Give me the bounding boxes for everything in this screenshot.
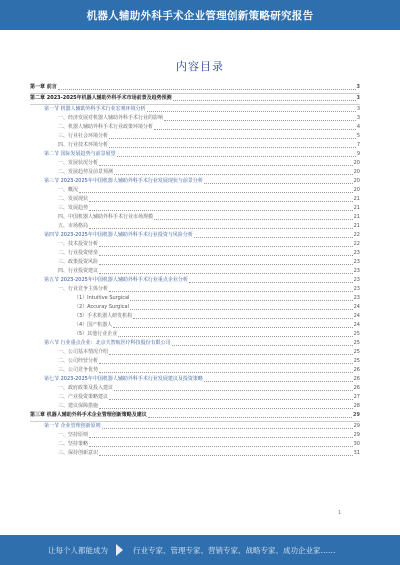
toc-entry-label: 第六节 行业重点企业：北京天智航医疗科技股份有限公司 [44, 340, 171, 346]
toc-entry-label: 第二章 2023-2025年机器人辅助外科手术市场前景及趋势预测 [30, 95, 172, 101]
toc-entry-page: 25 [353, 358, 360, 364]
toc-entry-label: 三、发展趋势 [58, 205, 89, 211]
toc-entry-label: 第二节 国际发展趋势与前景展望 [44, 151, 116, 157]
toc-leader-dots [79, 192, 353, 193]
toc-entry-page: 31 [353, 450, 360, 456]
toc-entry-label: 一、公司基本情况介绍 [58, 349, 109, 355]
toc-entry-page: 25 [353, 340, 360, 346]
toc-entry-label: 四、中国机器人辅助外科手术行业市场规模 [58, 214, 154, 220]
toc-leader-dots [204, 381, 353, 382]
toc-entry[interactable] [30, 276, 360, 285]
toc-entry-page: 3 [356, 95, 360, 101]
toc-leader-dots [89, 228, 353, 229]
toc-entry-label: 第五节 2023-2025年中国机器人辅助外科手术行业重点企业分析 [44, 277, 188, 283]
toc-entry-page: 22 [353, 232, 360, 238]
toc-leader-dots [173, 100, 356, 101]
toc-leader-dots [147, 111, 356, 112]
toc-leader-dots [133, 318, 352, 319]
toc-leader-dots [194, 237, 353, 238]
toc-entry-page: 21 [353, 214, 360, 220]
toc-entry[interactable] [30, 339, 360, 348]
toc-leader-dots [99, 264, 353, 265]
toc-entry-label: 二、机器人辅助外科手术行业政策环境分析 [58, 124, 154, 130]
toc-leader-dots [109, 138, 356, 139]
toc-entry-page: 20 [353, 169, 360, 175]
toc-entry[interactable] [30, 393, 360, 402]
report-title: 机器人辅助外科手术企业管理创新策略研究报告 [86, 9, 314, 22]
toc-entry-label: 四、行业投资建议 [58, 268, 99, 274]
toc-entry[interactable] [30, 186, 360, 195]
toc-entry-page: 23 [353, 286, 360, 292]
toc-entry-label: 一、坚持原则 [58, 432, 89, 438]
toc-entry-label: 三、公司竞争优势 [58, 367, 99, 373]
toc-leader-dots [99, 165, 353, 166]
toc-entry-page: 3 [356, 106, 360, 112]
toc-entry[interactable] [30, 303, 360, 312]
toc-entry-label: 二、产业投资策略建议 [58, 394, 109, 400]
footer-banner [0, 535, 400, 565]
toc-entry[interactable] [30, 249, 360, 258]
toc-entry[interactable] [30, 312, 360, 321]
toc-entry-page: 20 [353, 178, 360, 184]
toc-entry-page: 23 [353, 268, 360, 274]
toc-leader-dots [189, 282, 353, 283]
toc-leader-dots [89, 201, 353, 202]
toc-entry[interactable] [30, 357, 360, 366]
toc-entry-label: 第一节 机器人辅助外科手术行业宏观环境分析 [44, 106, 146, 112]
toc-entry-label: 第一节 企业管理创新原则 [44, 423, 101, 429]
toc-entry-page: 7 [356, 142, 360, 148]
toc-entry[interactable] [30, 384, 360, 393]
toc-entry-label: 三、建议保障措施 [58, 403, 99, 409]
toc-entry[interactable] [30, 449, 360, 458]
toc-heading: 内容目录 [176, 60, 224, 73]
toc-entry-label: （1）Intuitive Surgical [74, 295, 130, 301]
toc-entry-page: 23 [353, 259, 360, 265]
toc-entry[interactable] [30, 431, 360, 440]
toc-leader-dots [99, 255, 353, 256]
toc-leader-dots [114, 174, 353, 175]
toc-entry-page: 3 [356, 84, 360, 90]
toc-entry-page: 23 [353, 250, 360, 256]
toc-entry[interactable] [30, 141, 360, 150]
toc-entry-page: 23 [353, 295, 360, 301]
toc-leader-dots [154, 219, 353, 220]
toc-entry[interactable] [30, 222, 360, 231]
toc-entry[interactable] [30, 411, 360, 420]
toc-entry-page: 28 [353, 403, 360, 409]
toc-leader-dots [117, 156, 356, 157]
toc-leader-dots [204, 183, 353, 184]
toc-leader-dots [89, 210, 353, 211]
toc-entry-label: 一、政府政策及投入建议 [58, 385, 114, 391]
toc-entry-label: 第三节 2023-2025年中国机器人辅助外科手术行业发展现状与前景分析 [44, 178, 203, 184]
arrow-right-icon [116, 544, 123, 556]
table-of-contents [30, 83, 360, 473]
toc-leader-dots [109, 399, 353, 400]
toc-entry-page: 29 [353, 412, 360, 418]
toc-entry-label: 一、经济发展对机器人辅助外科手术行业的影响 [58, 115, 164, 121]
toc-entry-label: 一、行业竞争主体分析 [58, 286, 109, 292]
toc-entry[interactable] [30, 195, 360, 204]
toc-leader-dots [118, 336, 352, 337]
toc-leader-dots [130, 309, 353, 310]
toc-entry-page: 9 [356, 151, 360, 157]
toc-entry-page: 21 [353, 223, 360, 229]
toc-entry-page: 21 [353, 205, 360, 211]
toc-leader-dots [99, 246, 353, 247]
toc-entry[interactable] [30, 258, 360, 267]
toc-leader-dots [89, 437, 353, 438]
toc-entry[interactable] [30, 375, 360, 384]
toc-entry[interactable] [30, 168, 360, 177]
toc-entry-page: 5 [356, 133, 360, 139]
footer-slogan-right: 行业专家、管理专家、营销专家、战略专家、成功企业家…… [133, 545, 336, 555]
toc-entry-page: 20 [353, 187, 360, 193]
toc-leader-dots [109, 147, 356, 148]
toc-entry-page: 24 [353, 313, 360, 319]
toc-entry-label: 二、坚持策略 [58, 441, 89, 447]
toc-entry-label: 一、发展状况分析 [58, 160, 99, 166]
toc-entry-label: 一、技术投资分析 [58, 241, 99, 247]
toc-leader-dots [99, 372, 353, 373]
toc-entry[interactable] [30, 132, 360, 141]
toc-entry-page: 21 [353, 196, 360, 202]
toc-entry[interactable] [30, 94, 360, 103]
toc-leader-dots [113, 327, 352, 328]
toc-leader-dots [109, 354, 353, 355]
toc-entry[interactable] [30, 159, 360, 168]
toc-leader-dots [164, 120, 356, 121]
toc-entry-page: 27 [353, 394, 360, 400]
toc-entry-page: 20 [353, 160, 360, 166]
toc-entry-label: （3）手术机器人研发机构 [74, 313, 133, 319]
toc-leader-dots [114, 390, 353, 391]
toc-entry-label: 第四节 2023-2025年中国机器人辅助外科手术行业投资与风险分析 [44, 232, 193, 238]
toc-entry-page: 22 [353, 241, 360, 247]
toc-entry-label: 三、行业社会环境分析 [58, 133, 109, 139]
toc-entry[interactable] [30, 402, 360, 411]
page-number: 1 [338, 510, 342, 516]
toc-entry[interactable] [30, 366, 360, 375]
toc-entry[interactable] [30, 321, 360, 330]
toc-entry-page: 29 [353, 432, 360, 438]
toc-entry[interactable] [30, 267, 360, 276]
toc-entry-page: 4 [356, 124, 360, 130]
toc-leader-dots [99, 273, 353, 274]
toc-leader-dots [148, 417, 352, 418]
toc-entry[interactable] [30, 105, 360, 114]
toc-entry-label: 二、公司经营分析 [58, 358, 99, 364]
toc-entry[interactable] [30, 114, 360, 123]
toc-entry-page: 26 [353, 367, 360, 373]
toc-entry[interactable] [30, 294, 360, 303]
toc-entry-label: 二、发展趋势及前景预测 [58, 169, 114, 175]
toc-leader-dots [109, 291, 353, 292]
toc-entry[interactable] [30, 213, 360, 222]
toc-leader-dots [172, 345, 353, 346]
toc-entry-page: 26 [353, 385, 360, 391]
toc-entry-label: （5）其他行业企业 [74, 331, 118, 337]
toc-entry-page: 23 [353, 277, 360, 283]
toc-entry[interactable] [30, 240, 360, 249]
toc-entry-label: （2）Accuray Surgical [74, 304, 129, 310]
toc-entry[interactable] [30, 150, 360, 159]
toc-entry[interactable] [30, 440, 360, 449]
toc-entry-page: 24 [353, 304, 360, 310]
toc-entry-label: 五、市场格局 [58, 223, 89, 229]
toc-entry-page: 26 [353, 376, 360, 382]
toc-entry-page: 30 [353, 441, 360, 447]
toc-entry-page: 3 [356, 115, 360, 121]
toc-entry-label: （4）国产机器人 [74, 322, 113, 328]
toc-entry[interactable] [30, 231, 360, 240]
toc-entry-label: 第三章 机器人辅助外科手术企业管理创新策略及建议 [30, 412, 147, 418]
toc-leader-dots [99, 408, 353, 409]
toc-entry-label: 第七节 2023-2025年中国机器人辅助外科手术行业发展建议及投资策略 [44, 376, 203, 382]
toc-entry[interactable] [30, 285, 360, 294]
toc-entry[interactable] [30, 83, 360, 92]
toc-entry[interactable] [30, 123, 360, 132]
toc-entry-label: 四、行业技术环境分析 [58, 142, 109, 148]
toc-entry[interactable] [30, 330, 360, 339]
toc-entry[interactable] [30, 422, 360, 431]
toc-entry-label: 三、政策投资风险 [58, 259, 99, 265]
toc-leader-dots [99, 363, 353, 364]
toc-leader-dots [99, 455, 353, 456]
toc-leader-dots [130, 300, 352, 301]
toc-entry-page: 24 [353, 322, 360, 328]
toc-entry[interactable] [30, 204, 360, 213]
toc-entry-label: 二、行业投资壁垒 [58, 250, 99, 256]
toc-leader-dots [58, 89, 356, 90]
toc-entry[interactable] [30, 177, 360, 186]
toc-leader-dots [102, 428, 353, 429]
toc-entry-page: 25 [353, 331, 360, 337]
toc-leader-dots [89, 446, 353, 447]
toc-entry-label: 三、保持创新意识 [58, 450, 99, 456]
toc-entry-label: 第一章 前言 [30, 84, 57, 90]
toc-entry-label: 一、概况 [58, 187, 79, 193]
toc-entry-page: 29 [353, 423, 360, 429]
footer-slogan-left: 让每个人都能成为 [48, 545, 108, 555]
report-header [0, 0, 400, 30]
toc-leader-dots [154, 129, 356, 130]
toc-entry[interactable] [30, 348, 360, 357]
toc-entry-label: 二、发展现状 [58, 196, 89, 202]
toc-entry-page: 25 [353, 349, 360, 355]
